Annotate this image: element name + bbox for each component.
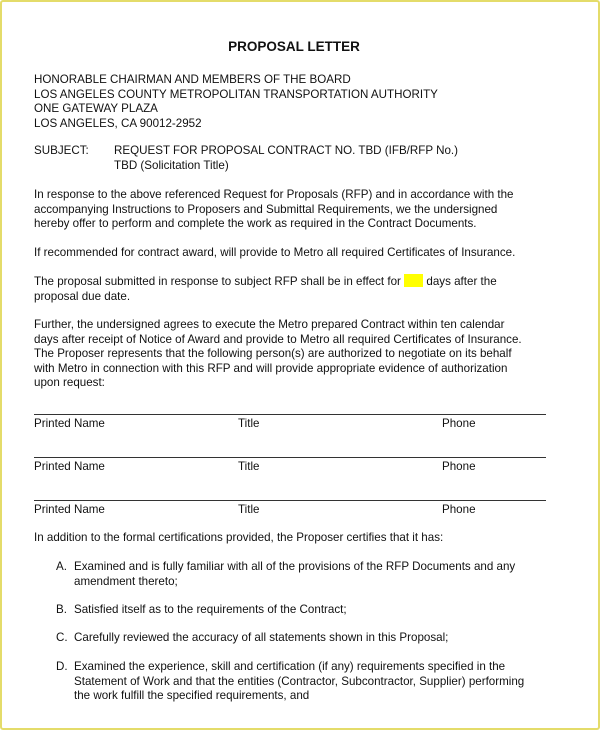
- list-text: Examined and is fully familiar with all of the provisions of the RFP Documents and any: [74, 560, 516, 573]
- list-text: Carefully reviewed the accuracy of all statements shown in this Proposal;: [74, 631, 449, 644]
- phone-label: Phone: [442, 417, 476, 430]
- phone-label: Phone: [442, 460, 476, 473]
- title-label: Title: [238, 460, 260, 473]
- document-title: PROPOSAL LETTER: [228, 39, 360, 54]
- paragraph-text: days after the: [426, 275, 497, 288]
- paragraph-line: days after receipt of Notice of Award and provide to Metro all required Certificates of Insurance.: [34, 332, 522, 346]
- subject-line-2: TBD (Solicitation Title): [114, 158, 229, 172]
- signature-line[interactable]: [34, 414, 546, 415]
- paragraph-line: In response to the above referenced Request for Proposals (RFP) and in accordance with the: [34, 188, 514, 201]
- paragraph-insurance: If recommended for contract award, will provide to Metro all required Certificates of Insurance.: [34, 246, 516, 259]
- list-text: Satisfied itself as to the requirements of the Contract;: [74, 603, 347, 616]
- address-line: HONORABLE CHAIRMAN AND MEMBERS OF THE BOARD: [34, 73, 351, 86]
- paragraph-intro: [34, 188, 554, 232]
- paragraph-line: proposal due date.: [34, 289, 131, 303]
- paragraph-text: The proposal submitted in response to subject RFP shall be in effect for: [34, 275, 401, 288]
- paragraph-line: The Proposer represents that the following person(s) are authorized to negotiate on its behalf: [34, 347, 512, 361]
- paragraph-certifications: In addition to the formal certifications provided, the Proposer certifies that it has:: [34, 531, 444, 544]
- days-blank-highlight[interactable]: [404, 274, 423, 287]
- printed-name-label: Printed Name: [34, 417, 105, 430]
- printed-name-label: Printed Name: [34, 503, 105, 516]
- signature-labels: [34, 503, 554, 518]
- paragraph-line: hereby offer to perform and complete the work as required in the Contract Documents.: [34, 217, 477, 231]
- list-marker: A.: [56, 560, 67, 573]
- subject-label: SUBJECT:: [34, 144, 89, 157]
- list-marker: D.: [56, 660, 68, 673]
- paragraph-line: Further, the undersigned agrees to execute the Metro prepared Contract within ten calendar: [34, 318, 505, 331]
- subject-line-1: REQUEST FOR PROPOSAL CONTRACT NO. TBD (IFB/RFP No.): [114, 144, 458, 157]
- list-text: amendment thereto;: [74, 574, 178, 588]
- address-line: LOS ANGELES, CA 90012-2952: [34, 116, 202, 130]
- paragraph-line: accompanying Instructions to Proposers and Submittal Requirements, we the undersigned: [34, 202, 498, 216]
- signature-labels: [34, 460, 554, 475]
- paragraph-authorization: [34, 318, 554, 391]
- list-text: Statement of Work and that the entities (Contractor, Subcontractor, Supplier) performing: [74, 674, 525, 688]
- recipient-address: [34, 73, 438, 131]
- subject-block: [34, 144, 554, 173]
- list-text: the work fulfill the specified requirements, and: [74, 689, 310, 703]
- title-label: Title: [238, 417, 260, 430]
- list-text: Examined the experience, skill and certification (if any) requirements specified in the: [74, 660, 506, 673]
- printed-name-label: Printed Name: [34, 460, 105, 473]
- title-label: Title: [238, 503, 260, 516]
- signature-labels: [34, 417, 554, 432]
- paragraph-line: with Metro in connection with this RFP and will provide appropriate evidence of authorization: [34, 361, 508, 375]
- address-line: ONE GATEWAY PLAZA: [34, 102, 158, 116]
- phone-label: Phone: [442, 503, 476, 516]
- paragraph-effective-period: [34, 274, 554, 304]
- paragraph-line: upon request:: [34, 376, 105, 390]
- list-marker: C.: [56, 631, 68, 644]
- signature-line[interactable]: [34, 500, 546, 501]
- list-marker: B.: [56, 603, 67, 616]
- address-line: LOS ANGELES COUNTY METROPOLITAN TRANSPORTATION AUTHORITY: [34, 87, 438, 101]
- signature-line[interactable]: [34, 457, 546, 458]
